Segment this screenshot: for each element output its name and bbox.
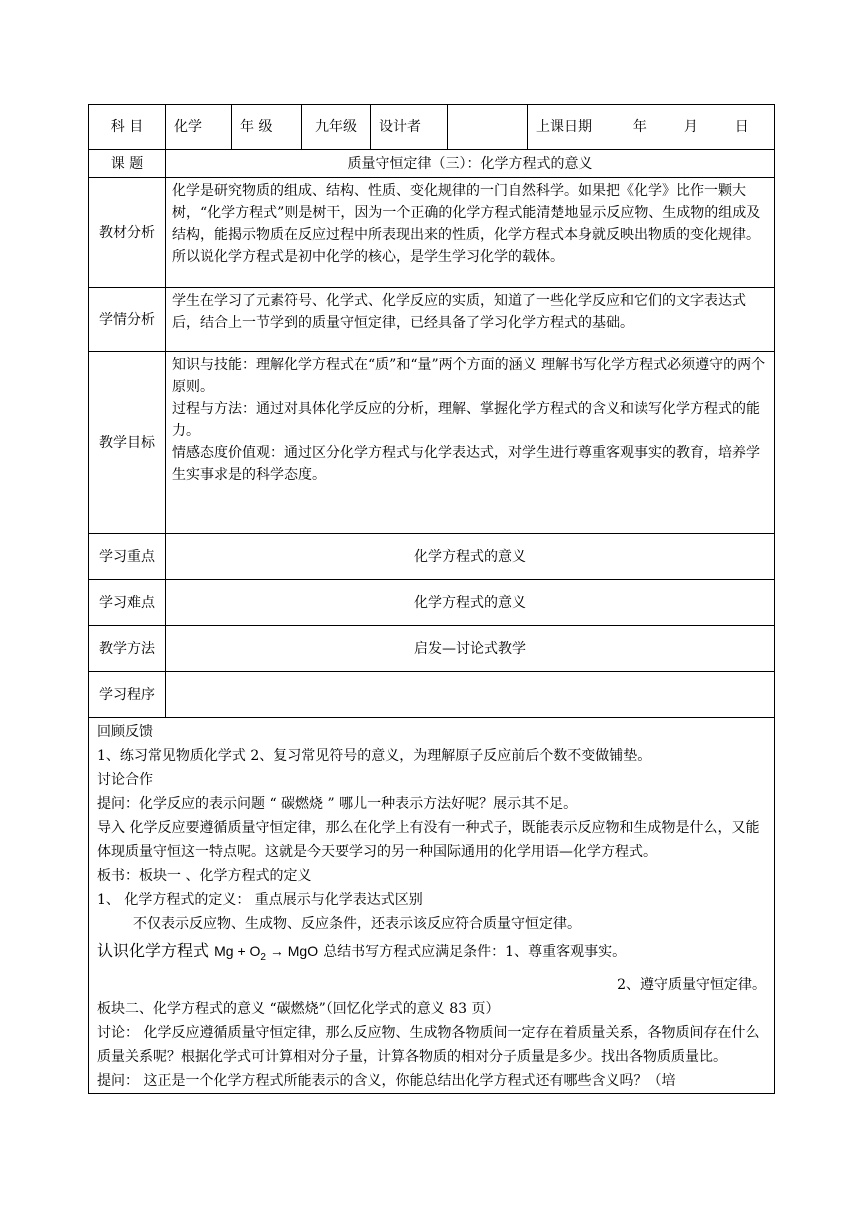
keypoint-label: 学习重点: [89, 534, 166, 580]
discuss-2: 讨论： 化学反应遵循质量守恒定律，那么反应物、生成物各物质间一定存在着质量关系，各物质间存在什么质量关系呢？根据化学式可计算相对分子量，计算各物质的相对分子质量是多少。找出各物质质量比。: [97, 1025, 760, 1066]
review-title: 回顾反馈: [97, 724, 153, 740]
keypoint-value: 化学方程式的意义: [166, 534, 775, 580]
question-1: 提问：化学反应的表示问题 “ 碳燃烧 ” 哪儿一种表示方法好呢？展示其不足。: [97, 796, 578, 812]
summary-condition-2: 2、遵守质量守恒定律。: [617, 977, 766, 994]
equation-lead: 认识化学方程式: [97, 941, 210, 960]
objective-attitude: 情感态度价值观：通过区分化学方程式与化学表达式，对学生进行尊重客观事实的教育，培养学生实事求是的科学态度。: [172, 445, 760, 483]
method-value: 启发—讨论式教学: [166, 626, 775, 672]
question-2: 提问： 这正是一个化学方程式所能表示的含义，你能总结出化学方程式还有哪些含义吗？（培: [97, 1073, 676, 1090]
objectives-row: [89, 352, 775, 534]
student-label: 学情分析: [89, 288, 166, 352]
date-month: 月: [683, 119, 698, 135]
method-label: 教学方法: [89, 626, 166, 672]
lesson-table: [88, 104, 775, 1094]
subject-value: 化学: [166, 105, 232, 150]
grade-label: 年 级: [232, 105, 302, 150]
difficulty-value: 化学方程式的意义: [166, 580, 775, 626]
topic-label: 课 题: [89, 150, 166, 178]
date-cell: [528, 105, 775, 150]
equation-line: [97, 936, 770, 973]
difficulty-label: 学习难点: [89, 580, 166, 626]
textbook-text: 化学是研究物质的组成、结构、性质、变化规律的一门自然科学。如果把《化学》比作一颗大树，“化学方程式”则是树干，因为一个正确的化学方程式能清楚地显示反应物、生成物的组成及结构，能揭示物质在反应过程中所表现出来的性质，化学方程式本身就反映出物质的变化规律。所以说化学方程式是初中化学的核心，是学生学习化学的载体。: [166, 178, 775, 288]
equation-text: Mg + O: [214, 943, 261, 959]
date-label: 上课日期: [536, 119, 592, 135]
equation-rest: → MgO: [265, 943, 319, 959]
procedure-label: 学习程序: [89, 672, 166, 718]
review-items: 1、练习常见物质化学式 2、复习常见符号的意义，为理解原子反应前后个数不变做铺垫。: [97, 748, 652, 764]
method-row: [89, 626, 775, 672]
definition-line: 1、 化学方程式的定义： 重点展示与化学表达式区别: [97, 892, 423, 908]
intro-text: 导入 化学反应要遵循质量守恒定律，那么在化学上有没有一种式子，既能表示反应物和生成物是什么，又能体现质量守恒这一特点呢。这就是今天要学习的另一种国际通用的化学用语—化学方程式。: [97, 820, 760, 860]
discuss-title: 讨论合作: [97, 772, 153, 788]
objective-process: 过程与方法：通过对具体化学反应的分析，理解、掌握化学方程式的含义和读写化学方程式的能力。: [172, 401, 760, 439]
difficulty-row: [89, 580, 775, 626]
lesson-plan: [88, 104, 774, 1094]
board-2: 板块二、化学方程式的意义 “碳燃烧”（回忆化学式的意义 83 页）: [97, 1001, 500, 1018]
textbook-row: [89, 178, 775, 288]
teaching-flow: [89, 718, 775, 1094]
grade-value: 九年级: [302, 105, 371, 150]
textbook-label: 教材分析: [89, 178, 166, 288]
flow-row: [89, 718, 775, 1094]
designer-label: 设计者: [371, 105, 448, 150]
objectives-label: 教学目标: [89, 352, 166, 534]
topic-value: 质量守恒定律（三）：化学方程式的意义: [166, 150, 775, 178]
definition-detail: 不仅表示反应物、生成物、反应条件，还表示该反应符合质量守恒定律。: [133, 916, 581, 932]
student-text: 学生在学习了元素符号、化学式、化学反应的实质，知道了一些化学反应和它们的文字表达式后，结合上一节学到的质量守恒定律，已经具备了学习化学方程式的基础。: [166, 288, 775, 352]
header-row: [89, 105, 775, 150]
procedure-row: [89, 672, 775, 718]
objectives-cell: [166, 352, 775, 534]
equation-subscript: 2: [260, 952, 266, 964]
board-1: 板书：板块一 、化学方程式的定义: [97, 868, 312, 884]
student-row: [89, 288, 775, 352]
summary-conditions: 总结书写方程式应满足条件：1、尊重客观事实。: [323, 944, 627, 960]
objective-knowledge: 知识与技能：理解化学方程式在“质”和“量”两个方面的涵义 理解书写化学方程式必须遵守的两个原则。: [172, 357, 766, 395]
topic-row: [89, 150, 775, 178]
date-year: 年: [632, 119, 647, 135]
procedure-value: [166, 672, 775, 718]
subject-label: 科 目: [89, 105, 166, 150]
designer-value: [448, 105, 528, 150]
date-day: 日: [734, 119, 749, 135]
keypoint-row: [89, 534, 775, 580]
